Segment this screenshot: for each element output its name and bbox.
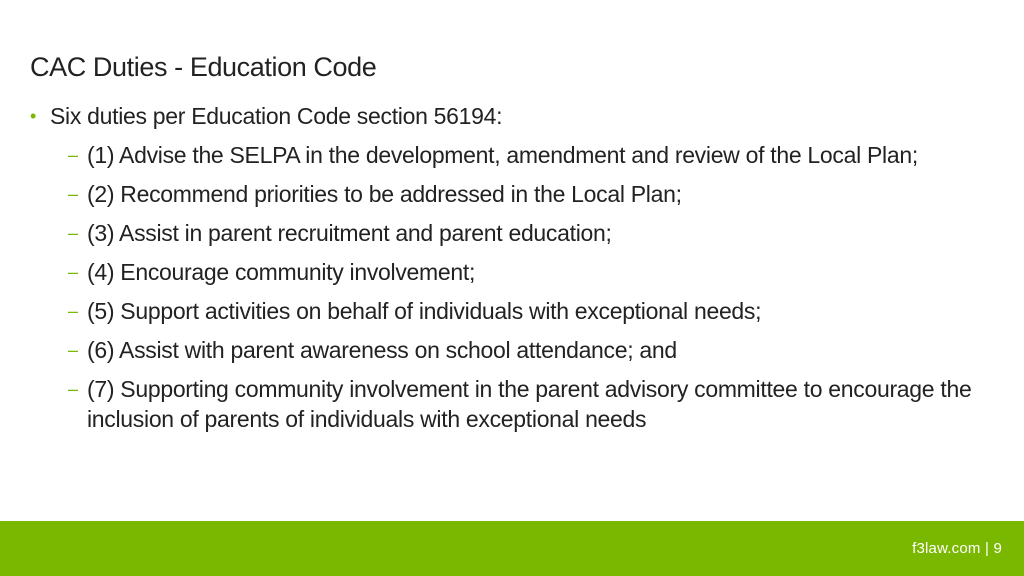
- sub-bullet-item: [68, 374, 988, 434]
- sub-bullet-item: [68, 140, 988, 170]
- dash-icon: –: [68, 184, 78, 204]
- sub-bullet-text: (1) Advise the SELPA in the development, amendment and review of the Local Plan;: [87, 142, 918, 168]
- dash-icon: –: [68, 379, 78, 399]
- main-bullet-text: Six duties per Education Code section 56194:: [50, 103, 503, 129]
- sub-bullet-item: [68, 296, 988, 326]
- bullet-icon: •: [30, 106, 37, 126]
- sub-bullet-text: (6) Assist with parent awareness on school attendance; and: [87, 337, 677, 363]
- sub-bullet-text: (7) Supporting community involvement in the parent advisory committee to encourage the inclusion of parents of individuals with exceptional needs: [87, 376, 972, 432]
- page-number: 9: [993, 540, 1002, 557]
- main-bullet: [30, 100, 990, 132]
- sub-bullet-item: [68, 218, 988, 248]
- sub-bullet-text: (5) Support activities on behalf of individuals with exceptional needs;: [87, 298, 762, 324]
- sub-bullet-text: (4) Encourage community involvement;: [87, 259, 476, 285]
- sub-bullet-text: (2) Recommend priorities to be addressed in the Local Plan;: [87, 181, 682, 207]
- sub-bullet-item: [68, 335, 988, 365]
- sub-bullet-list: [68, 140, 988, 443]
- dash-icon: –: [68, 223, 78, 243]
- dash-icon: –: [68, 301, 78, 321]
- dash-icon: –: [68, 340, 78, 360]
- footer-site: f3law.com: [912, 540, 981, 557]
- sub-bullet-item: [68, 257, 988, 287]
- sub-bullet-item: [68, 179, 988, 209]
- footer-separator: |: [984, 540, 990, 557]
- sub-bullet-text: (3) Assist in parent recruitment and parent education;: [87, 220, 612, 246]
- dash-icon: –: [68, 145, 78, 165]
- footer-bar: [0, 521, 1024, 576]
- slide-title: CAC Duties - Education Code: [30, 52, 377, 82]
- dash-icon: –: [68, 262, 78, 282]
- footer-text: [912, 540, 1002, 557]
